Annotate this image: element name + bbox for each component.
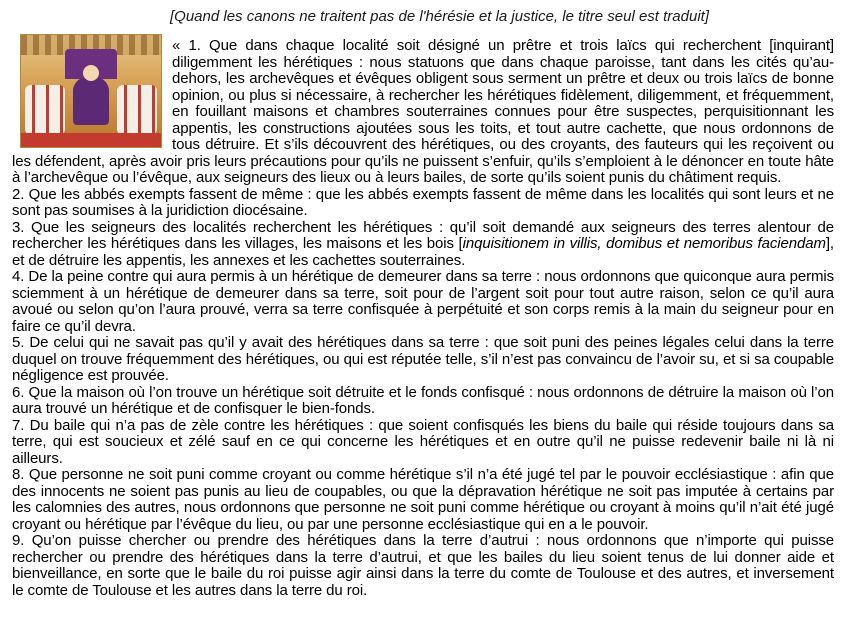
canon-3-latin: inquisitionem in villis, domibus et nemoribus faciendam (462, 235, 826, 252)
canon-4: 4. De la peine contre qui aura permis à un hérétique de demeurer dans sa terre : nous ordonnons que quiconque aura permis sciemment à un hérétique de demeurer dans sa terre, soit pour de l’argent soit pour tout autre raison, selon ce qu’il aura avoué ou selon qu’on l’aura prouvé, verra sa terre confisquée à perpétuité et son corps remis à la main du seigneur pour en faire ce qu’il devra. (12, 268, 834, 335)
seated-figure (73, 77, 109, 125)
clergy-right (117, 85, 157, 135)
clergy-left (25, 85, 65, 135)
seated-figure-head (83, 65, 99, 81)
canon-5: 5. De celui qui ne savait pas qu’il y avait des hérétiques dans sa terre : que soit puni des peines légales celui dans la terre duquel on trouve fréquemment des hérétiques, ou qui est réputée telle, s’il n’est pas convaincu de l’avoir su, et si sa coupable négligence est prouvée. (12, 334, 834, 384)
canon-2: 2. Que les abbés exempts fassent de même : que les abbés exempts fassent de même dans les localités qui sont leurs et ne sont pas soumises à la juridiction diocésaine. (12, 185, 834, 219)
canon-6: 6. Que la maison où l’on trouve un hérétique soit détruite et le fonds confisqué : nous ordonnons de détruire la maison où l’on aura trouvé un hérétique et de confisquer le bien-fonds. (12, 383, 834, 417)
canon-3-after: ], et de détruire les appentis, les annexes et les cachettes souterraines. (12, 235, 834, 269)
council-miniature-icon (20, 34, 162, 148)
canon-1: « 1. Que dans chaque localité soit désigné un prêtre et trois laïcs qui recherchent [inquirant] diligemment les hérétiques : nous statuons que dans chaque paroisse, tant dans les cités qu’au-dehors, les archevêques et évêques obligent sous serment un prêtre et deux ou trois laïcs de bonne opinion, ou plus si nécessaire, à rechercher les hérétiques fidèlement, diligemment, et fréquemment, en fouillant maisons et chambres souterraines connues pour être suspectes, perquisitionnant les appentis, les constructions ajoutées sous les toits, et tout autre cachette, que nous ordonnons de tous détruire. Et s’ils découvrent des hérétiques, ou des croyants, des fauteurs qui les reçoivent ou les défendent, après avoir pris leurs précautions pour qu’ils ne puissent s’enfuir, qu’ils s’emploient à le dénoncer en toute hâte à l’archevêque ou l’évêque, aux seigneurs des lieux ou à leurs bailes, de sorte qu’ils soient punis du châtiment requis. (12, 37, 834, 186)
canon-7: 7. Du baile qui n’a pas de zèle contre les hérétiques : que soient confisqués les biens du baile qui réside toujours dans sa terre, qui est soucieux et zélé sauf en ce qui concerne les hérétiques et en outre qu’il ne puisse redevenir baile ni là ni ailleurs. (12, 416, 834, 467)
canon-8: 8. Que personne ne soit puni comme croyant ou comme hérétique s’il n’a été jugé tel par le pouvoir ecclésiastique : afin que des innocents ne soient pas punis au lieu de coupables, ou que la dépravation hérétique ne soit pas imputée à certains par les calomnies des autres, nous ordonnons que personne ne soit puni comme hérétique ou croyant à moins qu’il n’ait été jugé croyant ou hérétique par l’évêque du lieu, ou par une personne ecclésiastique qui en a le pouvoir. (12, 466, 834, 533)
translation-note: [Quand les canons ne traitent pas de l'hérésie et la justice, le titre seul est traduit] (170, 8, 709, 25)
canon-9: 9. Qu’on puisse chercher ou prendre des hérétiques dans la terre d’autrui : nous ordonnons que n’importe qui puisse rechercher ou prendre des hérétiques dans la terre d’autrui, et que les bailes du lieu soient tenus de lui donner aide et bienveillance, en sorte que le baile du roi puisse agir ainsi dans la terre du comte de Toulouse et des autres, et inversement le comte de Toulouse et les autres dans la terre du roi. (12, 532, 834, 599)
document (12, 8, 834, 599)
floor (21, 133, 161, 147)
canon-3 (12, 220, 834, 270)
canon-3-before: 3. Que les seigneurs des localités recherchent les hérétiques : qu’il soit demandé aux seigneurs des terres alentour de rechercher les hérétiques dans les villages, les maisons et les bois [ (12, 218, 834, 252)
